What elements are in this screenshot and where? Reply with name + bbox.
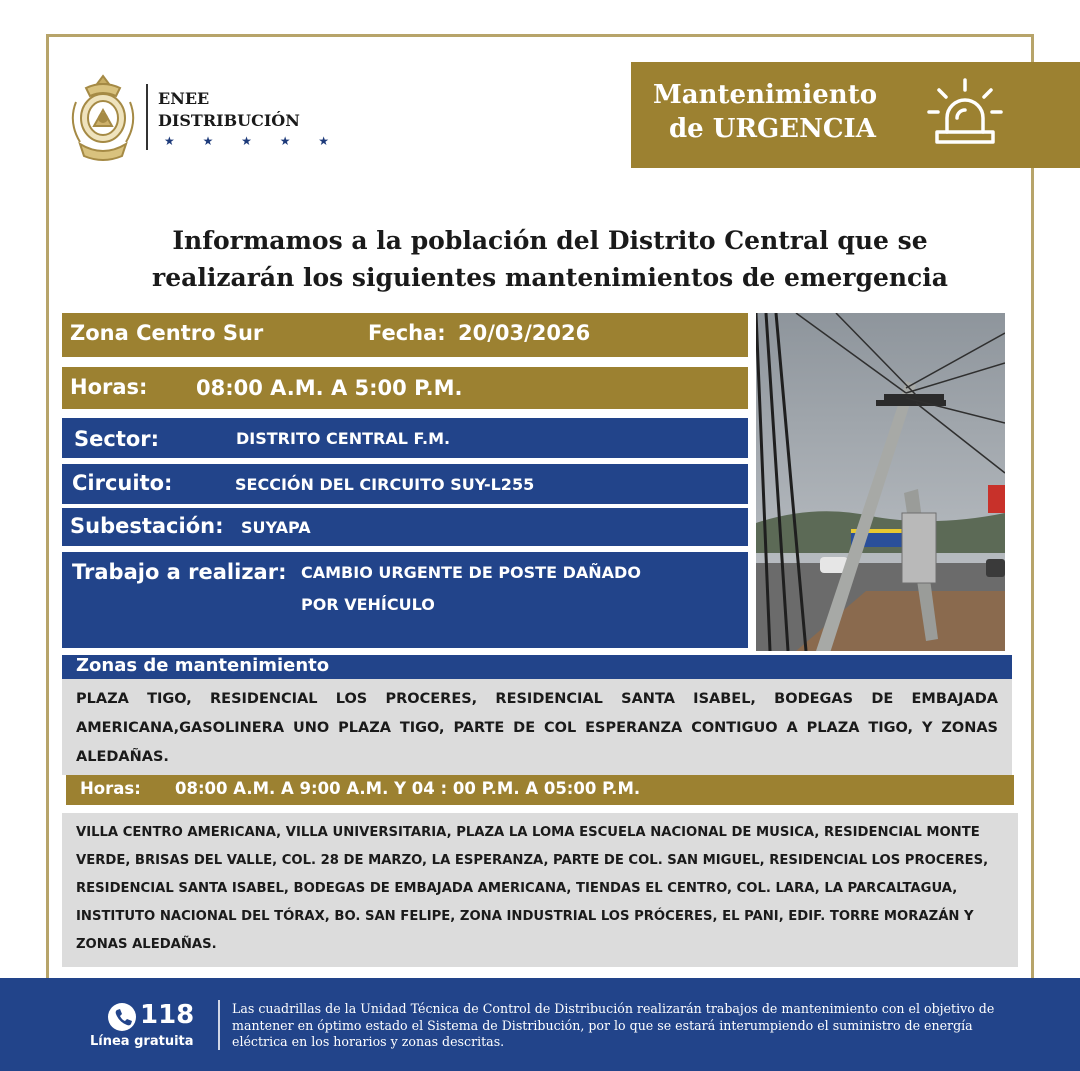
circuit-label: Circuito:	[72, 471, 173, 495]
hours-label: Horas:	[70, 375, 148, 399]
intro-line1: Informamos a la población del Distrito Central que se	[172, 226, 928, 255]
work-label: Trabajo a realizar:	[72, 560, 287, 584]
phone-label: Línea gratuita	[90, 1034, 194, 1049]
phone-icon	[107, 1002, 137, 1032]
zones2-list-box	[62, 813, 1018, 967]
hours-bar	[62, 367, 748, 409]
phone-number: 118	[140, 1000, 195, 1030]
brand-stars: ★ ★ ★ ★ ★	[164, 134, 342, 148]
zones-list-text: PLAZA TIGO, RESIDENCIAL LOS PROCERES, RESIDENCIAL SANTA ISABEL, BODEGAS DE EMBAJADA AMERICANA,GASOLINERA UNO PLAZA TIGO, PARTE DE COL ESPERANZA CONTIGUO A PLAZA TIGO, Y ZONAS ALEDAÑAS.	[76, 691, 998, 765]
hours2-bar	[66, 775, 1014, 805]
date-value: 20/03/2026	[458, 321, 591, 345]
zones2-list-text: VILLA CENTRO AMERICANA, VILLA UNIVERSITARIA, PLAZA LA LOMA ESCUELA NACIONAL DE MUSICA, RESIDENCIAL MONTE VERDE, BRISAS DEL VALLE, COL. 28 DE MARZO, LA ESPERANZA, PARTE DE COL. SAN MIGUEL, RESIDENCIAL LOS PROCERES, RESIDENCIAL SANTA ISABEL, BODEGAS DE EMBAJADA AMERICANA, TIENDAS EL CENTRO, COL. LARA, LA PARCALTAGUA, INSTITUTO NACIONAL DEL TÓRAX, BO. SAN FELIPE, ZONA INDUSTRIAL LOS PRÓCERES, EL PANI, EDIF. TORRE MORAZÁN Y ZONAS ALEDAÑAS.	[76, 825, 989, 952]
hours2-label: Horas:	[80, 779, 141, 798]
brand-name: ENEE	[158, 89, 210, 108]
sector-value: DISTRITO CENTRAL F.M.	[236, 429, 451, 448]
zones-title: Zonas de mantenimiento	[76, 655, 330, 676]
substation-value: SUYAPA	[241, 518, 311, 537]
work-value-line2: POR VEHÍCULO	[301, 595, 435, 614]
date-label: Fecha:	[368, 321, 446, 345]
sector-label: Sector:	[74, 427, 160, 451]
intro-text	[90, 222, 1010, 296]
work-value-line1: CAMBIO URGENTE DE POSTE DAÑADO	[301, 563, 641, 582]
work-bar	[62, 552, 748, 648]
brand-divider	[146, 84, 148, 150]
sector-bar	[62, 418, 748, 458]
circuit-value: SECCIÓN DEL CIRCUITO SUY-L255	[235, 475, 535, 494]
brand-subtitle: DISTRIBUCIÓN	[158, 111, 300, 130]
hours-value: 08:00 A.M. A 5:00 P.M.	[196, 376, 463, 400]
footer	[0, 978, 1080, 1071]
substation-label: Subestación:	[70, 514, 224, 538]
zones-list-box	[62, 679, 1012, 775]
zone-date-bar	[62, 313, 748, 357]
urgent-notice-line1: Mantenimiento	[653, 80, 878, 110]
footer-message: Las cuadrillas de la Unidad Técnica de Control de Distribución realizarán trabajos de mantenimiento con el objetivo de mantener en óptimo estado el Sistema de Distribución, por lo que se estará interumpiendo el suministro de energía eléctrica en los horarios y zonas descritas.	[232, 1001, 995, 1049]
substation-bar	[62, 508, 748, 546]
hours2-value: 08:00 A.M. A 9:00 A.M. Y 04 : 00 P.M. A 05:00 P.M.	[175, 779, 641, 798]
siren-icon	[925, 74, 1005, 154]
damaged-pole-photo	[756, 313, 1005, 651]
urgent-notice-line2: de URGENCIA	[669, 114, 876, 144]
urgent-notice-box	[631, 62, 1080, 168]
intro-line2: realizarán los siguientes mantenimientos de emergencia	[152, 263, 948, 292]
footer-divider	[218, 1000, 220, 1050]
circuit-bar	[62, 464, 748, 504]
zones-title-bar	[62, 655, 1012, 679]
zone-name: Zona Centro Sur	[70, 321, 264, 345]
national-seal-icon	[66, 72, 140, 162]
